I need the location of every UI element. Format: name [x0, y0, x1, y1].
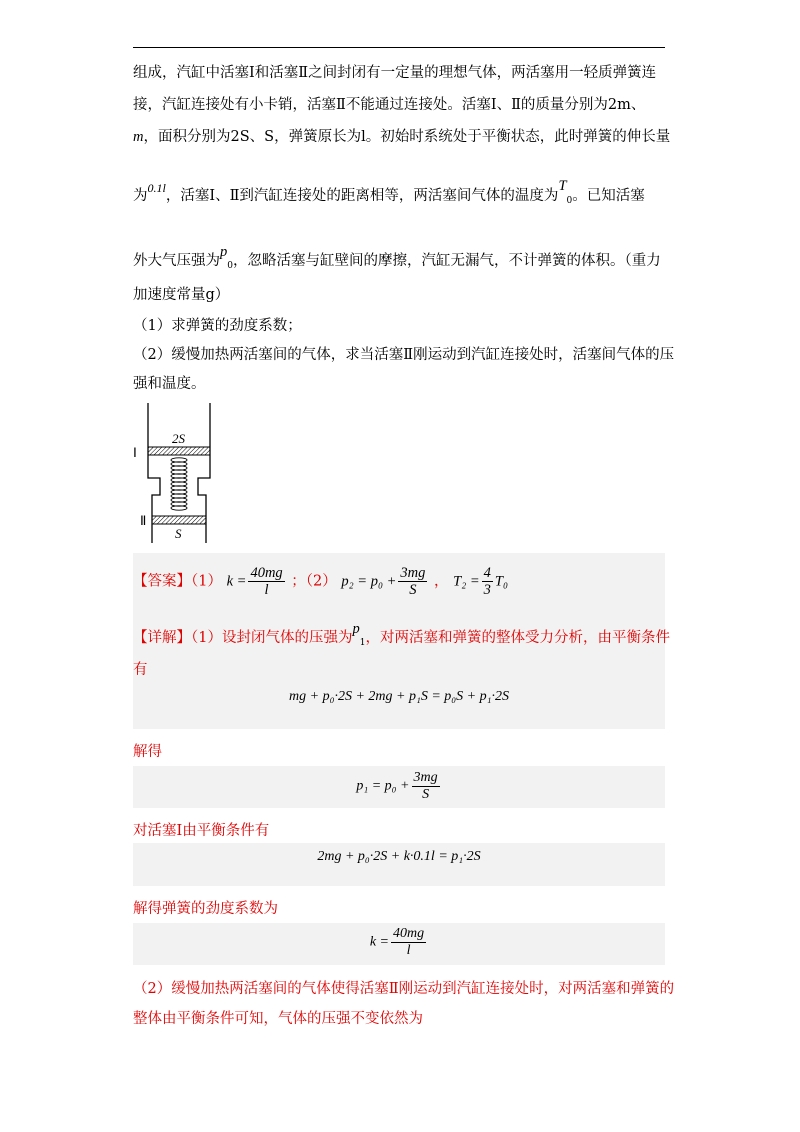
problem-line-3: m，面积分别为2S、S，弹簧原长为l。初始时系统处于平衡状态，此时弹簧的伸长量: [133, 129, 671, 145]
label-piston-2: Ⅱ: [140, 513, 147, 528]
header-rule: [133, 47, 665, 48]
part-2-line-2: 整体由平衡条件可知，气体的压强不变依然为: [133, 1011, 423, 1027]
detail-intro: 【详解】（1）设封闭气体的压强为$p_1$，对两活塞和弹簧的整体受力分析，由平衡条件: [133, 621, 670, 648]
question-2-line-2: 强和温度。: [133, 376, 206, 392]
answer-block: [133, 553, 670, 729]
equation-4-box: [133, 923, 665, 965]
answer-line: 【答案】（1） k = $\frac{40mg}{l}$ ；（2） p₂ = p₀ + $\frac{3mg}{S}$ ， T₂ = $\frac{4}{3}$ T₀: [133, 565, 508, 598]
problem-line-5: 外大气压强为$p_0$，忽略活塞与缸壁间的摩擦，汽缸无漏气，不计弹簧的体积。（重力: [133, 244, 661, 271]
step-3-label: 解得弹簧的劲度系数为: [133, 901, 278, 917]
question-2-line-1: （2）缓慢加热两活塞间的气体，求当活塞Ⅱ刚运动到汽缸连接处时，活塞间气体的压: [133, 347, 675, 363]
step-2-label: 对活塞Ⅰ由平衡条件有: [133, 823, 270, 839]
piston-2: [152, 516, 206, 524]
label-area-s: S: [175, 526, 182, 541]
problem-line-4: 为$^{0.1l}$，活塞Ⅰ、Ⅱ到汽缸连接处的距离相等，两活塞间气体的温度为$T_0$。已知活塞: [133, 178, 645, 206]
detail-intro-cont: 有: [133, 662, 148, 678]
cylinder-diagram: [128, 400, 228, 550]
solve-label: 解得: [133, 744, 162, 760]
equation-1: mg + p₀·2S + 2mg + p₁S = p₀S + p₁·2S: [289, 689, 509, 704]
question-1: （1）求弹簧的劲度系数；: [133, 318, 302, 334]
equation-4: k = $\frac{40mg}{l}$: [369, 926, 425, 958]
problem-line-1: 组成，汽缸中活塞Ⅰ和活塞Ⅱ之间封闭有一定量的理想气体，两活塞用一轻质弹簧连: [133, 65, 657, 81]
part-2-line-1: （2）缓慢加热两活塞间的气体使得活塞Ⅱ刚运动到汽缸连接处时，对两活塞和弹簧的: [133, 981, 675, 997]
label-piston-1: Ⅰ: [133, 445, 137, 460]
problem-line-6: 加速度常量g）: [133, 287, 230, 303]
equation-3-box: [133, 843, 665, 886]
spring: [171, 458, 187, 510]
equation-2-box: [133, 766, 665, 808]
equation-3: 2mg + p₀·2S + k·0.1l = p₁·2S: [317, 849, 481, 864]
label-area-2s: 2S: [172, 431, 185, 446]
problem-line-2: 接，汽缸连接处有小卡销，活塞Ⅱ不能通过连接处。活塞Ⅰ、Ⅱ的质量分别为2m、: [133, 97, 646, 113]
piston-1: [148, 447, 210, 455]
equation-2: p₁ = p₀ + $\frac{3mg}{S}$: [356, 770, 438, 802]
